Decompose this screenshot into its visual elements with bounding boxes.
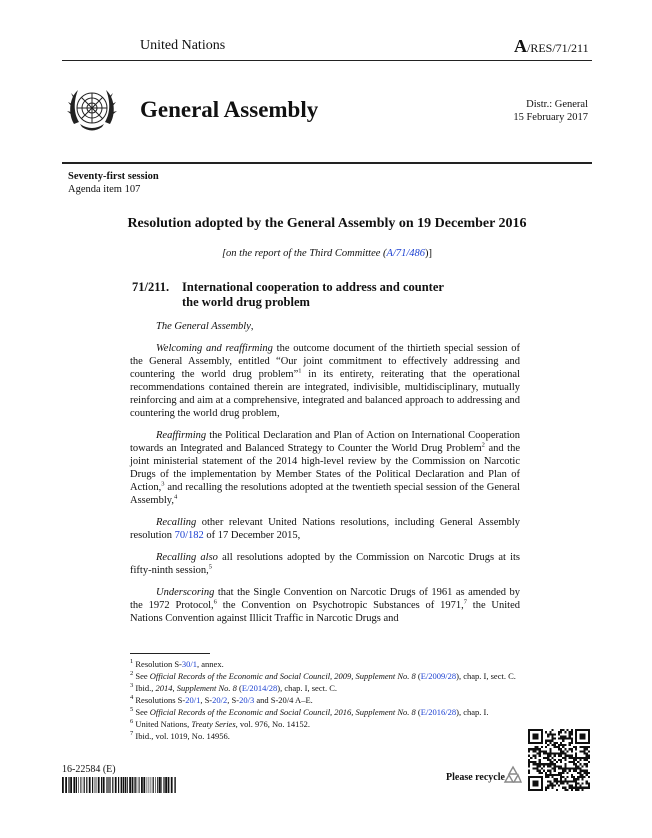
footnote-marker: 6 <box>130 718 134 726</box>
report-link[interactable]: A/71/486 <box>386 248 426 259</box>
footnote-title: Official Records of the Economic and Social Council, 2009, Supplement No. 8 <box>149 671 416 681</box>
symbol-prefix: A <box>514 36 527 56</box>
resolution-link[interactable]: 70/182 <box>174 530 204 541</box>
paragraph-text: all resolutions adopted by the Commission on Narcotic Drugs at its fifty-ninth session, <box>130 552 521 576</box>
footnote-link[interactable]: 20/3 <box>239 695 255 705</box>
footnote-marker: 3 <box>130 682 134 690</box>
footnote-marker: 7 <box>130 730 134 738</box>
footnote-link[interactable]: E/2009/28 <box>420 671 457 681</box>
paragraph-reaffirming <box>130 429 520 507</box>
footnote-link[interactable]: E/2016/28 <box>420 707 457 717</box>
footnote-ref[interactable]: 7 <box>463 598 467 606</box>
footnote-6 <box>130 719 522 730</box>
resolution-number: 71/211. <box>132 280 170 294</box>
footnote-link[interactable]: 20/2 <box>212 695 228 705</box>
paragraph-recalling-also <box>130 551 520 577</box>
resolution-title: Resolution adopted by the General Assembly on 19 December 2016 <box>127 216 527 231</box>
report-prefix: [on the report of the Third Committee ( <box>221 248 387 259</box>
paragraph-underscoring <box>130 586 520 625</box>
footnote-marker: 5 <box>130 706 134 714</box>
footnote-4 <box>130 695 522 706</box>
distribution-date: 15 February 2017 <box>513 112 588 123</box>
header-rule <box>62 60 592 61</box>
report-suffix: )] <box>425 248 433 259</box>
resolution-heading-line2: the world drug problem <box>182 295 310 309</box>
paragraph-recalling <box>130 516 520 542</box>
footnote-text: and S-20/4 A–E. <box>254 695 313 705</box>
paragraph-text: the outcome document of the thirtieth special session of the General Assembly, entitled “Our joint commitment to effectively addressing and countering the world drug problem” <box>130 343 520 380</box>
masthead-title: General Assembly <box>140 97 319 122</box>
document-number: 16-22584 (E) <box>62 764 116 775</box>
footnote-ref[interactable]: 5 <box>208 563 212 571</box>
distribution-block <box>500 98 588 124</box>
footnote-ref[interactable]: 6 <box>213 598 217 606</box>
footnote-text: See <box>135 671 150 681</box>
footnote-text: ( <box>236 683 242 693</box>
session-name: Seventy-first session <box>68 171 159 182</box>
footnote-link[interactable]: 30/1 <box>181 659 198 669</box>
resolution-heading <box>132 280 444 310</box>
footnote-text: , S- <box>200 695 213 705</box>
footnote-ref[interactable]: 2 <box>481 441 485 449</box>
footnote-title: Official Records of the Economic and Social Council, 2016, Supplement No. 8 <box>149 707 416 717</box>
footnote-1 <box>130 659 522 670</box>
paragraph-text: in its entirety, reiterating that the operational recommendations contained therein are integrated, indivisible, multidisciplinary, mutually reinforcing and aim at a comprehensive, integrated and balanced approach to addressing and countering the world drug problem, <box>130 369 521 419</box>
symbol-rest: /RES/71/211 <box>527 41 589 55</box>
footnote-title: 2014, Supplement No. 8 <box>155 683 237 693</box>
paragraph-text: and the joint ministerial statement of the 2014 high-level review by the Commission on Narcotic Drugs of the implementation by Member States of the Political Declaration and Plan of Action, <box>130 443 520 493</box>
paragraph-text: the United Nations Convention against Illicit Traffic in Narcotic Drugs and <box>130 600 521 624</box>
preamble-opening: The General Assembly, <box>156 321 254 332</box>
paragraph-text: the Political Declaration and Plan of Action on International Cooperation towards an Integrated and Balanced Strategy to Counter the World Drug Problem <box>130 430 520 454</box>
footnote-text: Resolutions S- <box>135 695 186 705</box>
footnote-text: ( <box>415 707 421 717</box>
footnote-text: United Nations, <box>135 719 192 729</box>
recycle-icon <box>502 764 524 786</box>
footnote-marker: 1 <box>130 658 134 666</box>
lead-phrase: Recalling <box>156 517 197 528</box>
footnotes <box>130 659 522 743</box>
footnote-text: Resolution S- <box>135 659 182 669</box>
footnote-text: , S- <box>227 695 240 705</box>
footnote-link[interactable]: 20/1 <box>185 695 201 705</box>
footnote-ref[interactable]: 1 <box>298 367 302 375</box>
footnote-3 <box>130 683 522 694</box>
footnote-ref[interactable]: 4 <box>173 493 178 501</box>
recycle-label: Please recycle <box>446 772 505 783</box>
barcode-icon <box>62 777 176 793</box>
footnote-rule <box>130 653 210 654</box>
footnote-text: ), chap. I, sect. C. <box>456 671 516 681</box>
footnote-ref[interactable]: 3 <box>161 480 165 488</box>
footnote-text: ), chap. I, sect. C. <box>277 683 338 693</box>
footnote-link[interactable]: E/2014/28 <box>241 683 278 693</box>
report-reference <box>62 248 592 259</box>
footnote-marker: 4 <box>130 694 134 702</box>
footnote-text: , annex. <box>197 659 224 669</box>
lead-phrase: Reaffirming <box>156 430 207 441</box>
header-organization: United Nations <box>140 38 226 53</box>
footnote-text: ), chap. I. <box>456 707 489 717</box>
distribution-type: Distr.: General <box>526 99 588 110</box>
footnote-text: ( <box>415 671 421 681</box>
resolution-heading-line1: International cooperation to address and counter <box>182 280 444 294</box>
lead-phrase: Recalling also <box>156 552 218 563</box>
paragraph-text: other relevant United Nations resolutions, including General Assembly resolution <box>130 517 520 541</box>
paragraph-text: of 17 December 2015, <box>203 530 301 541</box>
footnote-marker: 2 <box>130 670 134 678</box>
footnote-2 <box>130 671 522 682</box>
qr-code-icon[interactable] <box>528 729 590 791</box>
footnote-title: Treaty Series <box>191 719 236 729</box>
footnote-5 <box>130 707 522 718</box>
footnote-text: Ibid., vol. 1019, No. 14956. <box>135 731 230 741</box>
resolution-body <box>130 320 520 634</box>
agenda-item: Agenda item 107 <box>68 184 141 195</box>
footnote-text: Ibid., <box>135 683 156 693</box>
paragraph-text: that the Single Convention on Narcotic Drugs of 1961 as amended by the 1972 Protocol, <box>130 587 520 611</box>
un-emblem-icon <box>66 84 118 136</box>
preamble-subject: The General Assembly <box>156 321 251 332</box>
paragraph-text: and recalling the resolutions adopted at the twentieth special session of the General Assembly, <box>130 482 520 506</box>
document-symbol <box>514 36 589 57</box>
paragraph-welcoming <box>130 342 520 420</box>
masthead-rule <box>62 162 592 164</box>
footnote-text: See <box>135 707 150 717</box>
session-block <box>68 170 159 196</box>
footnote-text: , vol. 976, No. 14152. <box>235 719 311 729</box>
lead-phrase: Welcoming and reaffirming <box>156 343 273 354</box>
lead-phrase: Underscoring <box>156 587 215 598</box>
paragraph-text: the Convention on Psychotropic Substances of 1971, <box>216 600 464 611</box>
footnote-7 <box>130 731 522 742</box>
